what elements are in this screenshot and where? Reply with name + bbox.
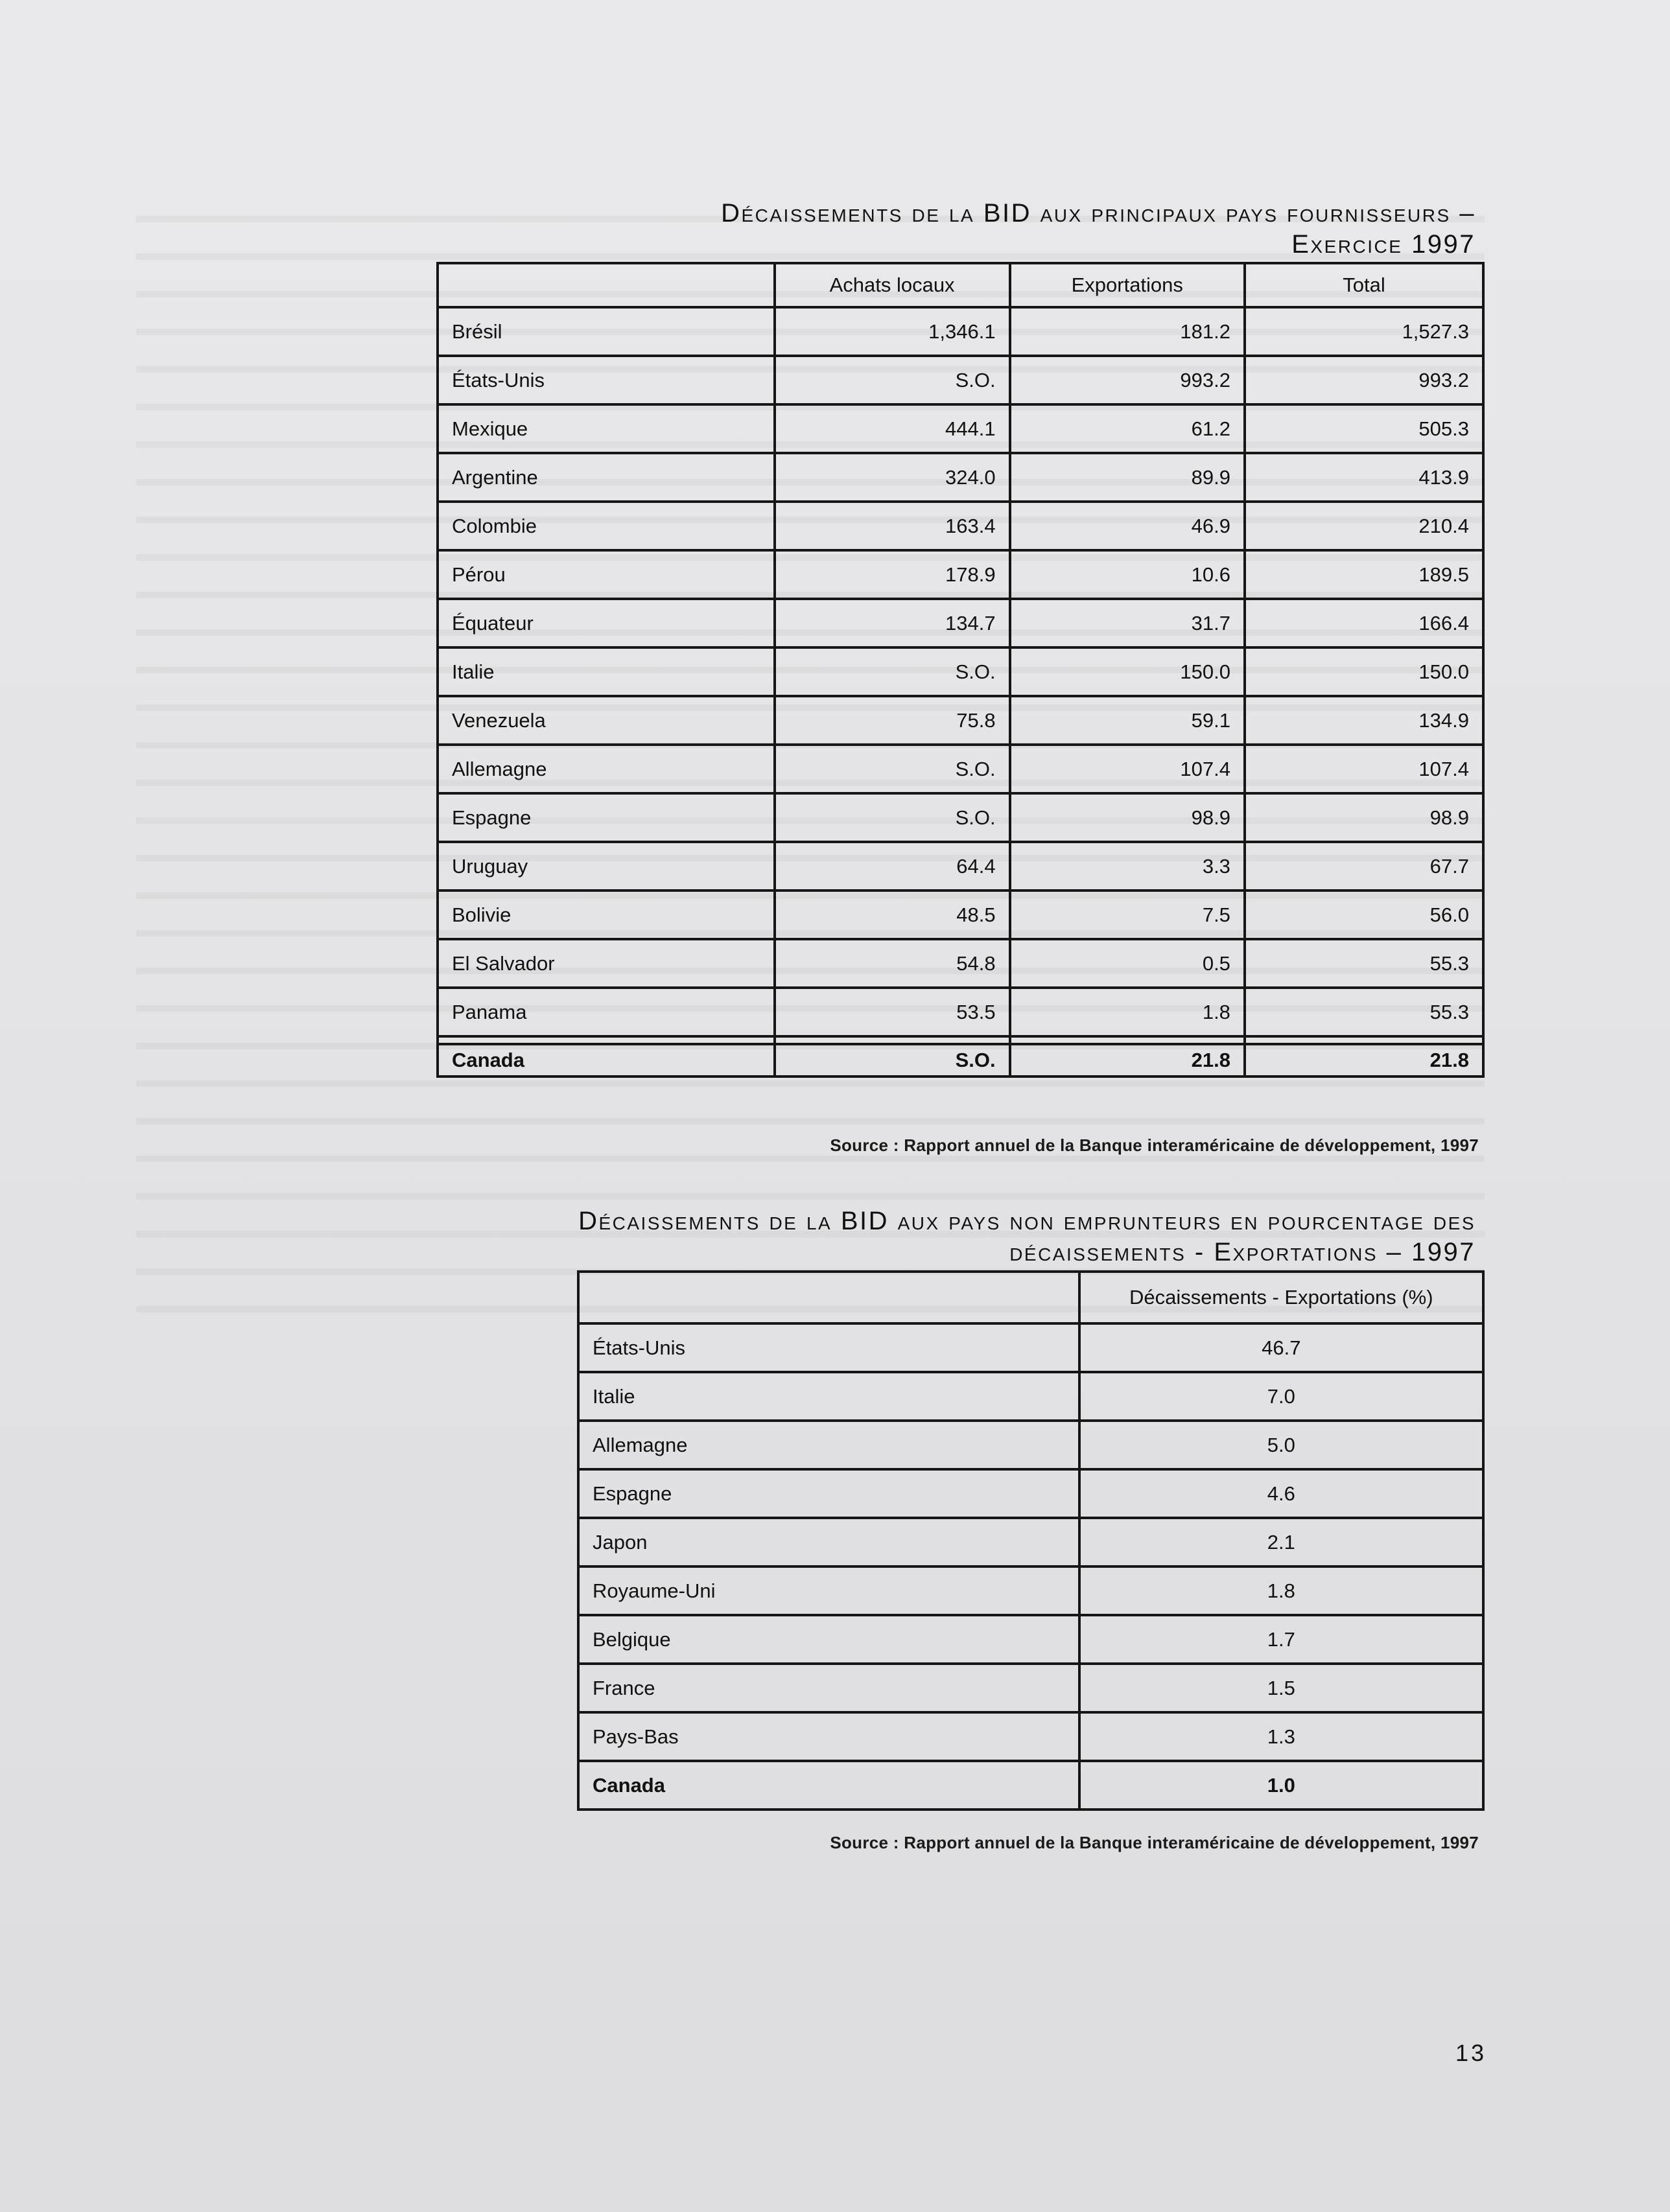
table1-canada-country: Canada <box>438 1044 775 1077</box>
table-cell-value: 166.4 <box>1245 599 1483 647</box>
table1-title-line1: Décaissements de la BID aux principaux pays fournisseurs – <box>721 199 1476 227</box>
table1-source: Source : Rapport annuel de la Banque interaméricaine de développement, 1997 <box>830 1135 1479 1155</box>
table-cell-country: États-Unis <box>578 1323 1079 1372</box>
table-cell-value: 10.6 <box>1010 550 1245 599</box>
table-cell-value: 413.9 <box>1245 453 1483 502</box>
table-cell-value: S.O. <box>775 356 1010 404</box>
table-cell-value: 46.9 <box>1010 502 1245 550</box>
table-cell-value: 61.2 <box>1010 404 1245 453</box>
table-row <box>578 1372 1483 1421</box>
table-cell-value: 54.8 <box>775 939 1010 988</box>
table-row <box>438 988 1483 1036</box>
table-cell-value: S.O. <box>775 793 1010 842</box>
table-cell-country: Espagne <box>578 1469 1079 1518</box>
table-cell-country: Allemagne <box>578 1421 1079 1469</box>
table-cell-country: Italie <box>438 647 775 696</box>
table1-separator <box>438 1036 1483 1044</box>
table1-title-line2: Exercice 1997 <box>1291 230 1476 259</box>
table2-header-country <box>578 1272 1079 1323</box>
table-row <box>578 1421 1483 1469</box>
table-cell-value: 189.5 <box>1245 550 1483 599</box>
table-cell-value: 134.7 <box>775 599 1010 647</box>
table-cell-value: 1.3 <box>1079 1712 1483 1761</box>
table-cell-value: 134.9 <box>1245 696 1483 745</box>
table-cell-country: Uruguay <box>438 842 775 891</box>
table2-canada-country: Canada <box>578 1761 1079 1810</box>
table-cell-value: 56.0 <box>1245 891 1483 939</box>
table-cell-value: 2.1 <box>1079 1518 1483 1566</box>
table-cell-value: 163.4 <box>775 502 1010 550</box>
table-cell-country: Royaume-Uni <box>578 1566 1079 1615</box>
table-cell-value: 31.7 <box>1010 599 1245 647</box>
table-cell-value: 505.3 <box>1245 404 1483 453</box>
table-cell-country: Bolivie <box>438 891 775 939</box>
table2-row-canada <box>578 1761 1483 1810</box>
page-number: 13 <box>1455 2040 1487 2066</box>
table-cell-country: États-Unis <box>438 356 775 404</box>
table-cell-value: 1.5 <box>1079 1664 1483 1712</box>
table-row <box>578 1615 1483 1664</box>
table2-title-line1: Décaissements de la BID aux pays non emprunteurs en pourcentage des <box>578 1207 1476 1235</box>
table-row <box>578 1323 1483 1372</box>
table-cell-country: Espagne <box>438 793 775 842</box>
table-cell-value: 1.8 <box>1010 988 1245 1036</box>
table-cell-value: 53.5 <box>775 988 1010 1036</box>
table2-title-line2: décaissements - Exportations – 1997 <box>1009 1238 1476 1266</box>
table-cell-country: Panama <box>438 988 775 1036</box>
table-cell-country: Venezuela <box>438 696 775 745</box>
table-row <box>438 453 1483 502</box>
table-cell-value: 98.9 <box>1245 793 1483 842</box>
table-row <box>578 1664 1483 1712</box>
table-row <box>438 550 1483 599</box>
table-cell-country: Pays-Bas <box>578 1712 1079 1761</box>
table1-canada-total: 21.8 <box>1245 1044 1483 1077</box>
table-cell-country: Japon <box>578 1518 1079 1566</box>
table-cell-country: Argentine <box>438 453 775 502</box>
table-cell-value: 7.0 <box>1079 1372 1483 1421</box>
table-cell-country: Brésil <box>438 307 775 356</box>
table-row <box>438 404 1483 453</box>
table-row <box>578 1566 1483 1615</box>
table-row <box>438 647 1483 696</box>
table-cell-value: S.O. <box>775 647 1010 696</box>
table1-row-canada <box>438 1044 1483 1077</box>
table-row <box>438 502 1483 550</box>
table-row <box>578 1469 1483 1518</box>
table-cell-value: 993.2 <box>1010 356 1245 404</box>
table2-title <box>179 1205 1476 1268</box>
table-cell-country: Colombie <box>438 502 775 550</box>
table-cell-value: 64.4 <box>775 842 1010 891</box>
table-cell-country: Pérou <box>438 550 775 599</box>
table-cell-country: Équateur <box>438 599 775 647</box>
table-row <box>438 793 1483 842</box>
table1-header-exports: Exportations <box>1010 263 1245 307</box>
table-cell-value: 4.6 <box>1079 1469 1483 1518</box>
table2-header-percent: Décaissements - Exportations (%) <box>1079 1272 1483 1323</box>
table-cell-value: 46.7 <box>1079 1323 1483 1372</box>
table1-header-total: Total <box>1245 263 1483 307</box>
table-cell-value: 181.2 <box>1010 307 1245 356</box>
table-cell-value: 1.8 <box>1079 1566 1483 1615</box>
table-row <box>438 599 1483 647</box>
table-row <box>438 745 1483 793</box>
table-row <box>578 1712 1483 1761</box>
table2-body <box>578 1323 1483 1761</box>
table-cell-value: 324.0 <box>775 453 1010 502</box>
table-row <box>438 939 1483 988</box>
table-cell-value: 48.5 <box>775 891 1010 939</box>
table-cell-value: 1.7 <box>1079 1615 1483 1664</box>
table-cell-value: 993.2 <box>1245 356 1483 404</box>
table-cell-country: France <box>578 1664 1079 1712</box>
table-cell-country: El Salvador <box>438 939 775 988</box>
table-row <box>438 891 1483 939</box>
suppliers-table <box>436 262 1485 1078</box>
table1-header-country <box>438 263 775 307</box>
table-cell-country: Mexique <box>438 404 775 453</box>
table-cell-value: 0.5 <box>1010 939 1245 988</box>
table-cell-value: 7.5 <box>1010 891 1245 939</box>
table-cell-value: 444.1 <box>775 404 1010 453</box>
table-cell-value: 55.3 <box>1245 988 1483 1036</box>
table-row <box>438 842 1483 891</box>
table-row <box>438 696 1483 745</box>
table1-body <box>438 307 1483 1036</box>
table-cell-value: 210.4 <box>1245 502 1483 550</box>
table-cell-value: 5.0 <box>1079 1421 1483 1469</box>
table-cell-value: 178.9 <box>775 550 1010 599</box>
table-row <box>438 356 1483 404</box>
table2-header-row <box>578 1272 1483 1323</box>
table2-canada-percent: 1.0 <box>1079 1761 1483 1810</box>
table-cell-value: 75.8 <box>775 696 1010 745</box>
table1-header-local-purchases: Achats locaux <box>775 263 1010 307</box>
table-cell-value: 3.3 <box>1010 842 1245 891</box>
table-cell-value: 55.3 <box>1245 939 1483 988</box>
table-row <box>578 1518 1483 1566</box>
table-row <box>438 307 1483 356</box>
table2-source: Source : Rapport annuel de la Banque interaméricaine de développement, 1997 <box>830 1833 1479 1852</box>
table-cell-value: 1,527.3 <box>1245 307 1483 356</box>
table-cell-value: 107.4 <box>1010 745 1245 793</box>
table1-title <box>179 198 1476 260</box>
table-cell-value: 89.9 <box>1010 453 1245 502</box>
table-cell-value: 107.4 <box>1245 745 1483 793</box>
table-cell-value: 150.0 <box>1010 647 1245 696</box>
table1-canada-exports: 21.8 <box>1010 1044 1245 1077</box>
table-cell-value: 1,346.1 <box>775 307 1010 356</box>
table-cell-country: Allemagne <box>438 745 775 793</box>
non-borrowers-table <box>577 1270 1485 1811</box>
table-cell-country: Italie <box>578 1372 1079 1421</box>
table1-canada-local: S.O. <box>775 1044 1010 1077</box>
table-cell-value: S.O. <box>775 745 1010 793</box>
table-cell-country: Belgique <box>578 1615 1079 1664</box>
table1-header-row <box>438 263 1483 307</box>
table-cell-value: 67.7 <box>1245 842 1483 891</box>
table-cell-value: 150.0 <box>1245 647 1483 696</box>
table-cell-value: 98.9 <box>1010 793 1245 842</box>
table-cell-value: 59.1 <box>1010 696 1245 745</box>
